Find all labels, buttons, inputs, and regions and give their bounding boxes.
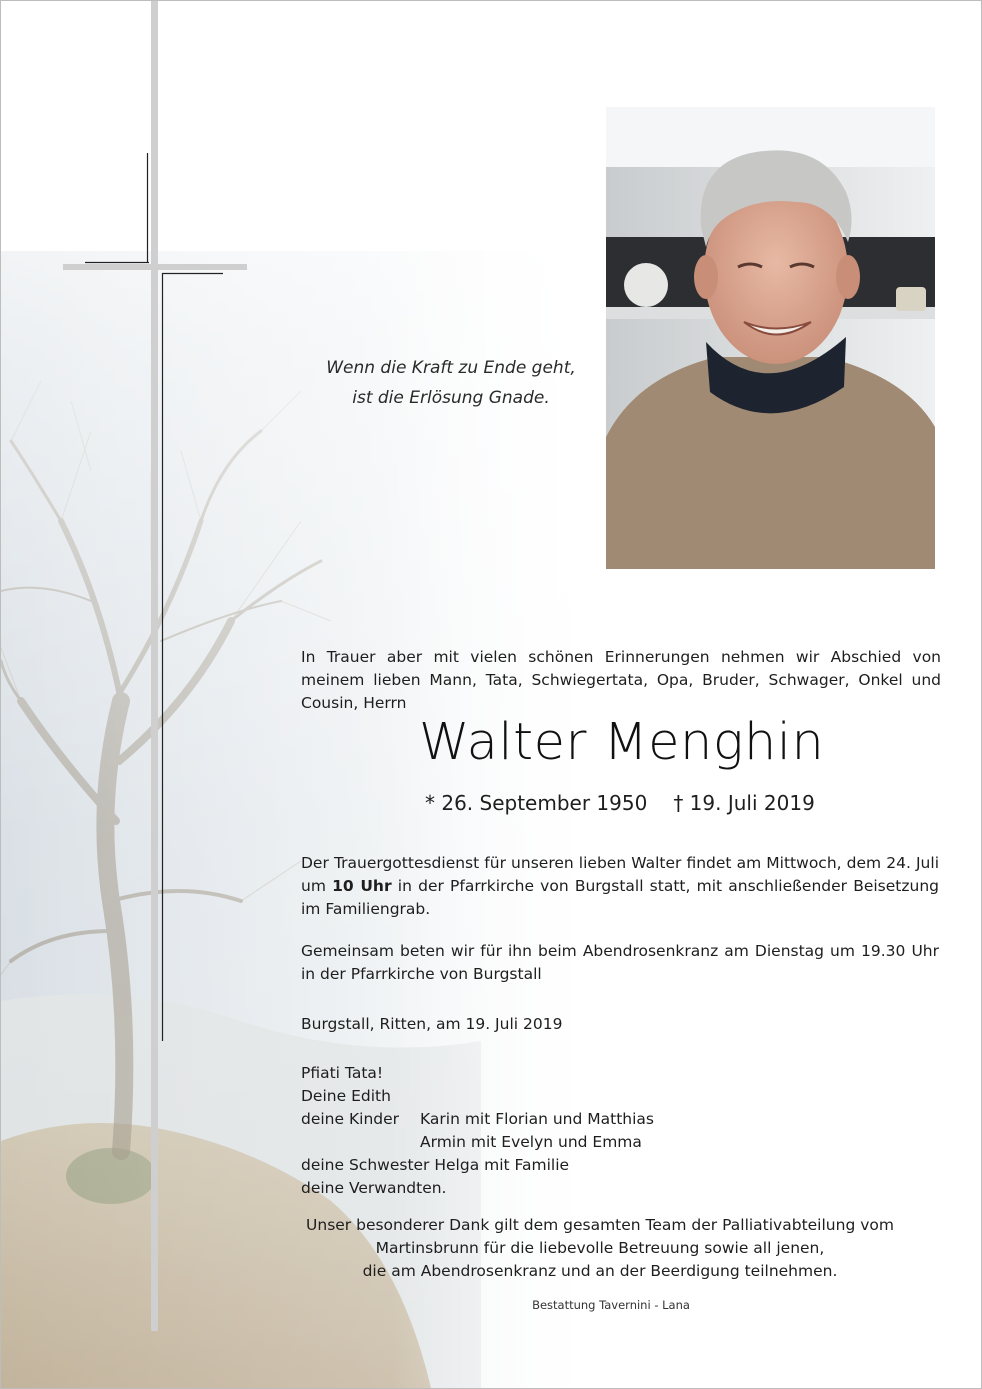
- life-dates: [425, 791, 815, 815]
- cross-icon: [1, 1, 261, 1388]
- portrait-photo: [606, 107, 935, 569]
- family-children-row-2: [301, 1131, 721, 1154]
- service-part-1: Der Trauergottesdienst für unseren lieben Walter findet am Mittwoch, dem 24. Juli um: [301, 854, 939, 895]
- intro-text: In Trauer aber mit vielen schönen Erinnerungen nehmen wir Abschied von meinem lieben Mann, Tata, Schwiegertata, Opa, Bruder, Schwager, Onkel und Cousin, Herrn: [301, 648, 941, 712]
- children-label: deine Kinder: [301, 1110, 400, 1128]
- rosary-text: Gemeinsam beten wir für ihn beim Abendrosenkranz am Dienstag um 19.30 Uhr in der Pfarrkirche von Burgstall: [301, 942, 939, 983]
- thanks-line-1: Unser besonderer Dank gilt dem gesamten Team der Palliativabteilung vom: [306, 1216, 894, 1234]
- family-relatives: deine Verwandten.: [301, 1179, 447, 1197]
- thanks-line-2: Martinsbrunn für die liebevolle Betreuung sowie all jenen,: [375, 1239, 825, 1257]
- thanks-text: [301, 1214, 899, 1283]
- child-2: Armin mit Evelyn und Emma: [420, 1133, 642, 1151]
- thanks-line-3: die am Abendrosenkranz und an der Beerdigung teilnehmen.: [362, 1262, 838, 1280]
- family-children-row: [301, 1108, 721, 1131]
- quote-line-1: Wenn die Kraft zu Ende geht,: [326, 358, 576, 378]
- undertaker-credit: Bestattung Tavernini - Lana: [532, 1298, 690, 1312]
- deceased-name: Walter Menghin: [419, 713, 825, 772]
- service-part-2: in der Pfarrkirche von Burgstall statt, mit anschließender Beisetzung im Familiengrab.: [301, 877, 939, 918]
- family-sister: deine Schwester Helga mit Familie: [301, 1156, 570, 1174]
- death-date: † 19. Juli 2019: [673, 791, 815, 815]
- family-wife: Deine Edith: [301, 1087, 391, 1105]
- quote-line-2: ist die Erlösung Gnade.: [352, 388, 550, 408]
- place-and-date: Burgstall, Ritten, am 19. Juli 2019: [301, 1015, 563, 1033]
- birth-date: * 26. September 1950: [425, 791, 648, 815]
- child-1: Karin mit Florian und Matthias: [420, 1110, 655, 1128]
- family-greeting: Pfiati Tata!: [301, 1064, 384, 1082]
- memorial-quote: [301, 353, 601, 413]
- family-mourners: [301, 1062, 721, 1200]
- funeral-service-text: [301, 852, 939, 921]
- service-time: 10 Uhr: [332, 877, 392, 895]
